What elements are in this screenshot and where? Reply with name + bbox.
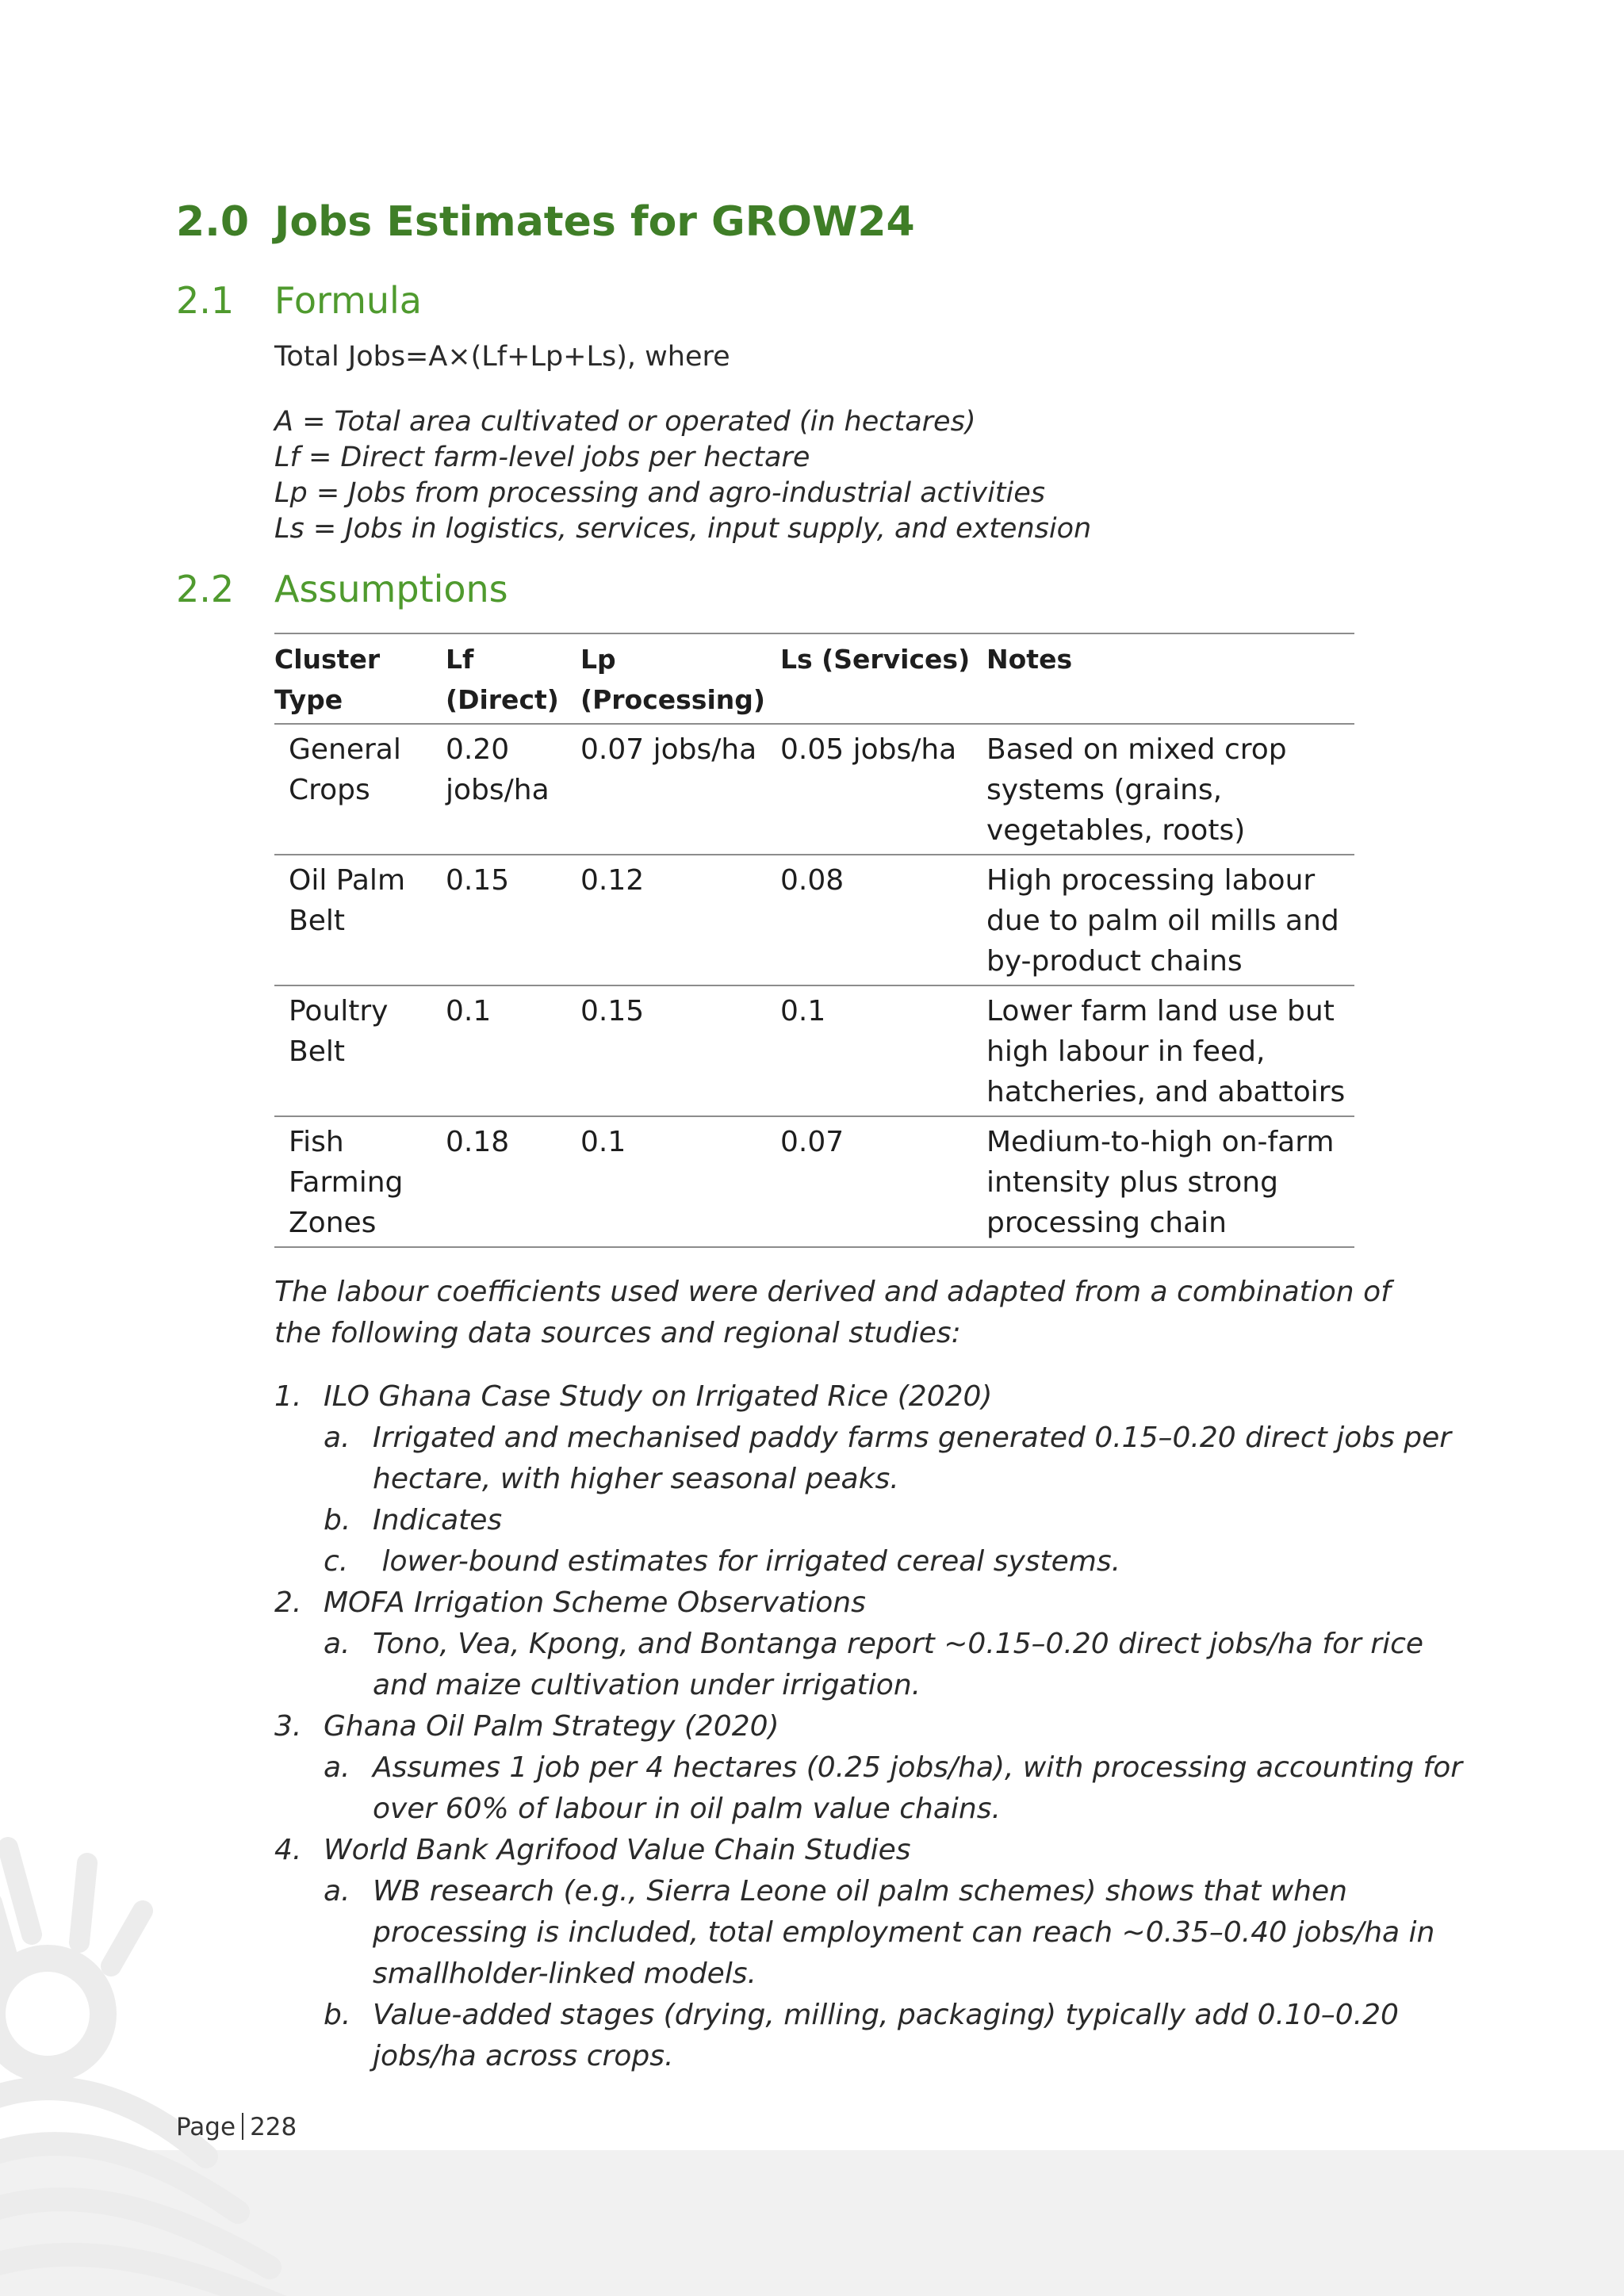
table-row <box>274 724 1354 855</box>
list-marker: 1. <box>274 1380 302 1413</box>
sub-list-marker: b. <box>324 1504 351 1536</box>
list-item <box>274 1582 1464 1624</box>
table-header-row <box>274 633 1354 724</box>
table-cell: 0.1 <box>780 985 986 1116</box>
sub-list-item <box>274 1624 1464 1706</box>
definition-a: A = Total area cultivated or operated (in hectares) <box>274 406 976 438</box>
table-cell: 0.07 <box>780 1116 986 1247</box>
table-cell: Medium-to-high on-farm intensity plus strong processing chain <box>986 1116 1354 1247</box>
column-header: Cluster Type <box>274 633 446 724</box>
definition-ls: Ls = Jobs in logistics, services, input supply, and extension <box>274 513 1092 545</box>
subsection-heading-assumptions <box>176 568 508 610</box>
table-cell: 0.1 <box>446 985 580 1116</box>
sub-list-item <box>274 1500 1464 1541</box>
sources-list <box>274 1376 1464 2077</box>
column-header: Lp (Processing) <box>580 633 780 724</box>
sources-intro-paragraph: The labour coefficients used were derived and adapted from a combination of the following data sources and regional studies: <box>274 1276 1391 1349</box>
section-heading-jobs-estimates <box>176 198 915 246</box>
subsection-number: 2.1 <box>176 279 235 322</box>
sub-list-marker: a. <box>324 1751 350 1784</box>
page-label: Page <box>176 2113 236 2141</box>
column-header: Ls (Services) <box>780 633 986 724</box>
sub-list-item <box>274 1871 1464 1995</box>
sub-list-marker: a. <box>324 1628 350 1660</box>
sub-list-marker: c. <box>324 1545 349 1578</box>
definition-lp: Lp = Jobs from processing and agro-industrial activities <box>274 477 1046 509</box>
sub-list-text: Value-added stages (drying, milling, packaging) typically add 0.10–0.20 jobs/ha across crops. <box>373 1999 1399 2072</box>
table-cell: Oil Palm Belt <box>274 855 446 985</box>
list-marker: 4. <box>274 1834 302 1866</box>
list-item <box>274 1376 1464 1418</box>
list-marker: 3. <box>274 1710 302 1743</box>
page-number <box>176 2113 297 2141</box>
sub-list-text: WB research (e.g., Sierra Leone oil palm schemes) shows that when processing is included, total employment can reach ~0.35–0.40 jobs/ha in smallholder-linked models. <box>373 1875 1435 1990</box>
table-cell: Poultry Belt <box>274 985 446 1116</box>
sub-list-item <box>274 1747 1464 1830</box>
sub-list-text: Indicates <box>373 1504 503 1536</box>
subsection-heading-formula <box>176 279 422 322</box>
page-separator <box>242 2113 243 2140</box>
sub-list-item <box>274 1541 1464 1582</box>
list-marker: 2. <box>274 1586 302 1619</box>
list-item <box>274 1830 1464 1871</box>
sub-list-marker: b. <box>324 1999 351 2031</box>
section-number: 2.0 <box>176 198 250 246</box>
table-cell: 0.15 <box>446 855 580 985</box>
source-title: World Bank Agrifood Value Chain Studies <box>324 1834 911 1866</box>
table-cell: Fish Farming Zones <box>274 1116 446 1247</box>
page-number-value: 228 <box>250 2113 297 2141</box>
table-cell: General Crops <box>274 724 446 855</box>
source-title: Ghana Oil Palm Strategy (2020) <box>324 1710 779 1743</box>
subsection-number: 2.2 <box>176 568 235 610</box>
table-row <box>274 855 1354 985</box>
sub-list-marker: a. <box>324 1875 350 1908</box>
definition-lf: Lf = Direct farm-level jobs per hectare <box>274 442 810 473</box>
column-header: Notes <box>986 633 1354 724</box>
table-cell: 0.08 <box>780 855 986 985</box>
table-cell: 0.05 jobs/ha <box>780 724 986 855</box>
table-cell: Lower farm land use but high labour in feed, hatcheries, and abattoirs <box>986 985 1354 1116</box>
sub-list-item <box>274 1418 1464 1500</box>
table-cell: 0.15 <box>580 985 780 1116</box>
section-title: Jobs Estimates for GROW24 <box>274 198 915 246</box>
table-cell: High processing labour due to palm oil mills and by-product chains <box>986 855 1354 985</box>
source-title: MOFA Irrigation Scheme Observations <box>324 1586 866 1619</box>
table-cell: 0.1 <box>580 1116 780 1247</box>
sub-list-text: Tono, Vea, Kpong, and Bontanga report ~0.15–0.20 direct jobs/ha for rice and maize cultivation under irrigation. <box>373 1628 1424 1701</box>
sub-list-text: Assumes 1 job per 4 hectares (0.25 jobs/ha), with processing accounting for over 60% of labour in oil palm value chains. <box>373 1751 1463 1825</box>
table-row <box>274 1116 1354 1247</box>
table-row <box>274 985 1354 1116</box>
sub-list-text: lower-bound estimates for irrigated cereal systems. <box>373 1545 1121 1578</box>
sub-list-text: Irrigated and mechanised paddy farms generated 0.15–0.20 direct jobs per hectare, with higher seasonal peaks. <box>373 1422 1452 1495</box>
table-cell: 0.07 jobs/ha <box>580 724 780 855</box>
source-title: ILO Ghana Case Study on Irrigated Rice (2020) <box>324 1380 993 1413</box>
subsection-title: Formula <box>274 279 422 322</box>
table-cell: 0.20 jobs/ha <box>446 724 580 855</box>
sub-list-marker: a. <box>324 1422 350 1454</box>
subsection-title: Assumptions <box>274 568 508 610</box>
formula-text: Total Jobs=A×(Lf+Lp+Ls), where <box>274 341 730 373</box>
assumptions-table <box>274 633 1354 1248</box>
table-cell: Based on mixed crop systems (grains, vegetables, roots) <box>986 724 1354 855</box>
list-item <box>274 1706 1464 1747</box>
table-cell: 0.18 <box>446 1116 580 1247</box>
column-header: Lf (Direct) <box>446 633 580 724</box>
sub-list-item <box>274 1995 1464 2077</box>
table-cell: 0.12 <box>580 855 780 985</box>
formula-definitions <box>274 404 1091 547</box>
